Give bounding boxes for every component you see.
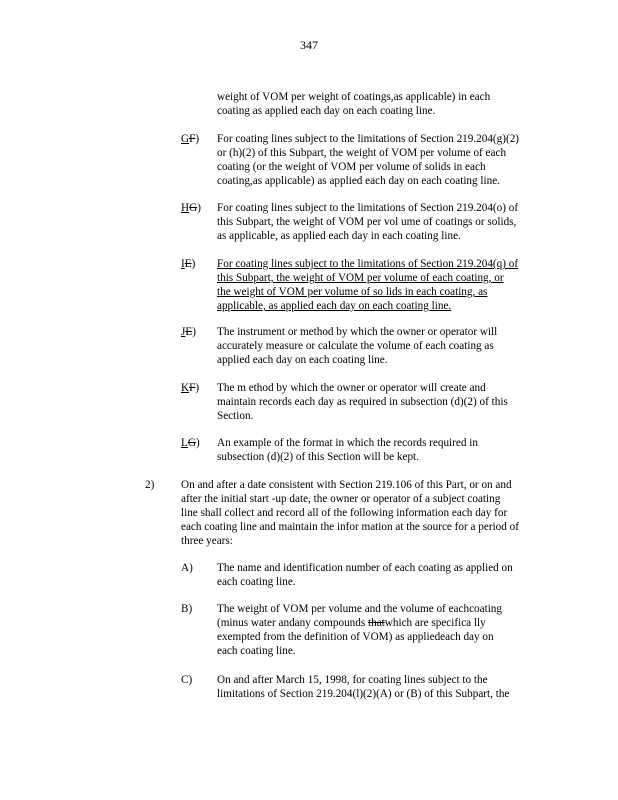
page-number: 347 <box>300 38 318 52</box>
item-label-i: IE) <box>181 258 196 270</box>
subitem-a-text: The name and identification number of each coating as applied on each coating line. <box>217 562 513 588</box>
item-label-k: KF) <box>181 382 200 394</box>
subitem-c-text: On and after March 15, 1998, for coating lines subject to the limitations of Section 219.204(l)(2)(A) or (B) of this Subpart, the <box>217 674 510 700</box>
item-label-h: HG) <box>181 202 201 214</box>
item-text-g: For coating lines subject to the limitations of Section 219.204(g)(2) or (h)(2) of this Subpart, the weight of VOM per volume of each coating (or the weight of VOM per volume of solids in each coating,as applicable) as applied each day on each coating line. <box>217 133 520 187</box>
subitem-c-label: C) <box>181 674 193 686</box>
subitem-a-label: A) <box>181 562 193 574</box>
struck-word: that <box>368 617 385 629</box>
item-text-i: For coating lines subject to the limitations of Section 219.204(q) of this Subpart, the weight of VOM per volume of each coating, or the weight of VOM per volume of so lids in each coating, as applicable, as applied each day on each coating line. <box>217 258 519 312</box>
item-label-l: LG) <box>181 437 200 449</box>
subitem-b-text: The weight of VOM per volume and the volume of eachcoating (minus water andany compounds thatwhich are specifica lly exempted from the definition of VOM) as appliedeach day on each coating line. <box>217 603 502 657</box>
item-label-g: GF) <box>181 133 200 145</box>
item-text-h: For coating lines subject to the limitations of Section 219.204(o) of this Subpart, the weight of VOM per vol ume of coatings or solids, as applicable, as applied each day in each coating line. <box>217 202 519 242</box>
item-text-j: The instrument or method by which the owner or operator will accurately measure or calculate the volume of each coating as applied each day on each coating line. <box>217 326 498 366</box>
section-2-label: 2) <box>145 479 155 491</box>
subitem-b-label: B) <box>181 603 193 615</box>
continuation-text: weight of VOM per weight of coatings,as applicable) in each coating as applied each day on each coating line. <box>217 91 491 117</box>
item-text-l: An example of the format in which the records required in subsection (d)(2) of this Section will be kept. <box>217 437 478 463</box>
item-text-k: The m ethod by which the owner or operator will create and maintain records each day as required in subsection (d)(2) of this Section. <box>217 382 508 422</box>
section-2-text: On and after a date consistent with Section 219.106 of this Part, or on and after the initial start -up date, the owner or operator of a subject coating line shall collect and record all of the following information each day for each coating line and maintain the infor mation at the source for a period of three years: <box>181 479 519 547</box>
item-label-j: JE) <box>181 326 196 338</box>
